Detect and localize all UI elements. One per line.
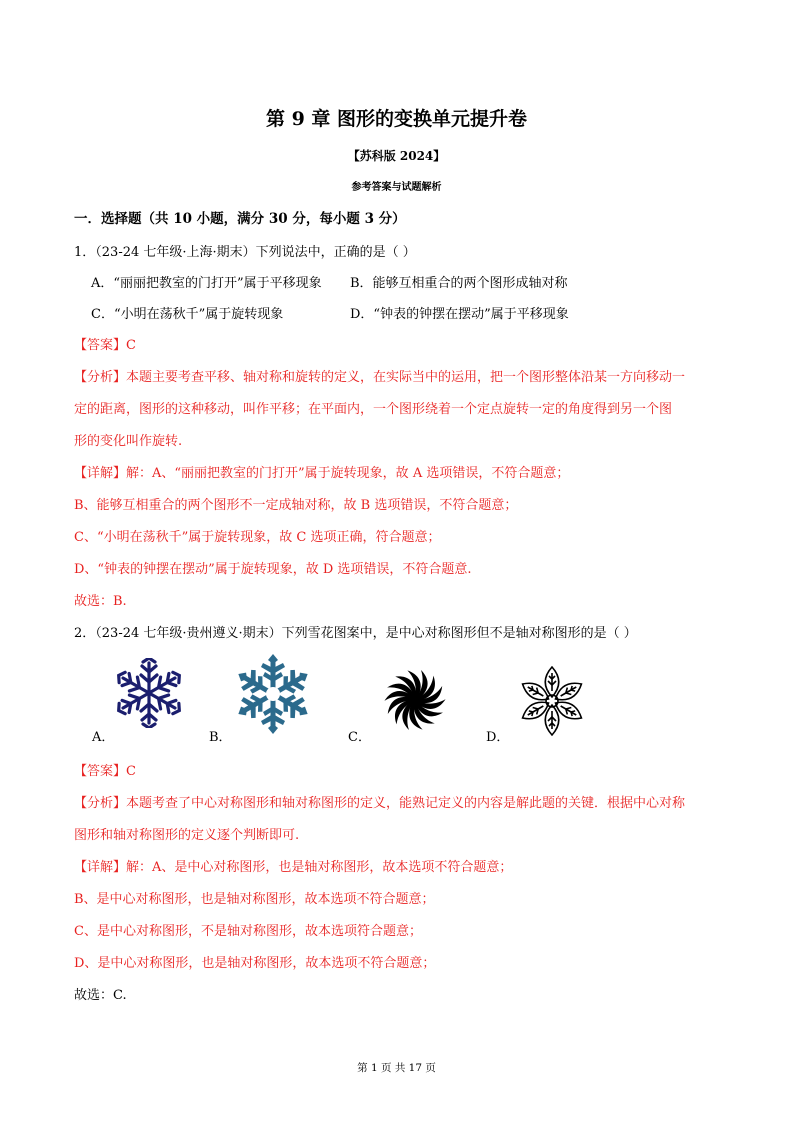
figure-label-c: C． <box>348 730 371 745</box>
edition-label: 【苏科版 2024】 <box>347 149 446 163</box>
section-heading: 一．选择题（共 10 小题，满分 30 分，每小题 3 分） <box>74 211 406 227</box>
snowflake-a-icon <box>116 658 182 728</box>
q1-analysis-line-1: 【分析】本题主要考查平移、轴对称和旋转的定义，在实际当中的运用，把一个图形整体沿某一方向移动一 <box>74 370 686 385</box>
q1-detail-line-3: C、“小明在荡秋千”属于旋转现象，故 C 选项正确，符合题意； <box>74 530 441 545</box>
figure-label-a: A． <box>92 730 115 745</box>
figure-label-d: D． <box>486 730 510 745</box>
q2-detail-line-3: C、是中心对称图形，不是轴对称图形，故本选项符合题意； <box>74 924 422 939</box>
q1-option-a: A．“丽丽把教室的门打开”属于平移现象 <box>91 276 322 291</box>
answer-subtitle: 参考答案与试题解析 <box>351 182 442 193</box>
q1-detail-line-2: B、能够互相重合的两个图形不一定成轴对称，故 B 选项错误，不符合题意； <box>74 498 518 513</box>
q1-option-c: C．“小明在荡秋千”属于旋转现象 <box>91 307 284 322</box>
q1-option-d: D．“钟表的钟摆在摆动”属于平移现象 <box>350 307 569 322</box>
q2-answer: 【答案】C <box>74 764 136 779</box>
q2-stem: 2．（23-24 七年级·贵州遵义·期末）下列雪花图案中，是中心对称图形但不是轴对称图形的是（ ） <box>74 626 637 641</box>
figure-label-b: B． <box>209 730 232 745</box>
flower-d-icon <box>514 666 590 736</box>
snowflake-figures <box>90 652 710 747</box>
q1-stem: 1．（23-24 七年级·上海·期末）下列说法中，正确的是（ ） <box>74 245 416 260</box>
q2-analysis-line-2: 图形和轴对称图形的定义逐个判断即可. <box>74 828 300 843</box>
snowflake-b-icon <box>236 654 310 734</box>
q1-detail-line-4: D、“钟表的钟摆在摆动”属于旋转现象，故 D 选项错误，不符合题意. <box>74 562 472 577</box>
q2-detail-line-4: D、是中心对称图形，也是轴对称图形，故本选项不符合题意； <box>74 956 436 971</box>
q1-detail-line-1: 【详解】解：A、“丽丽把教室的门打开”属于旋转现象，故 A 选项错误，不符合题意； <box>74 466 570 481</box>
q2-detail-line-2: B、是中心对称图形，也是轴对称图形，故本选项不符合题意； <box>74 892 435 907</box>
q1-analysis-line-3: 形的变化叫作旋转. <box>74 434 183 449</box>
q2-conclusion: 故选：C. <box>74 988 127 1003</box>
q2-analysis-line-1: 【分析】本题考查了中心对称图形和轴对称图形的定义，能熟记定义的内容是解此题的关键．根据中心对称 <box>74 796 686 811</box>
q2-detail-line-1: 【详解】解：A、是中心对称图形，也是轴对称图形，故本选项不符合题意； <box>74 860 513 875</box>
q1-conclusion: 故选：B. <box>74 594 127 609</box>
q1-option-b: B．能够互相重合的两个图形成轴对称 <box>350 276 568 291</box>
page-title: 第 9 章 图形的变换单元提升卷 <box>265 108 528 130</box>
page-footer: 第 1 页 共 17 页 <box>357 1062 436 1074</box>
swirl-pattern-c-icon <box>374 662 456 738</box>
q1-analysis-line-2: 定的距离，图形的这种移动，叫作平移；在平面内，一个图形绕着一个定点旋转一定的角度得到另一个图 <box>74 402 673 417</box>
q1-answer: 【答案】C <box>74 338 136 353</box>
